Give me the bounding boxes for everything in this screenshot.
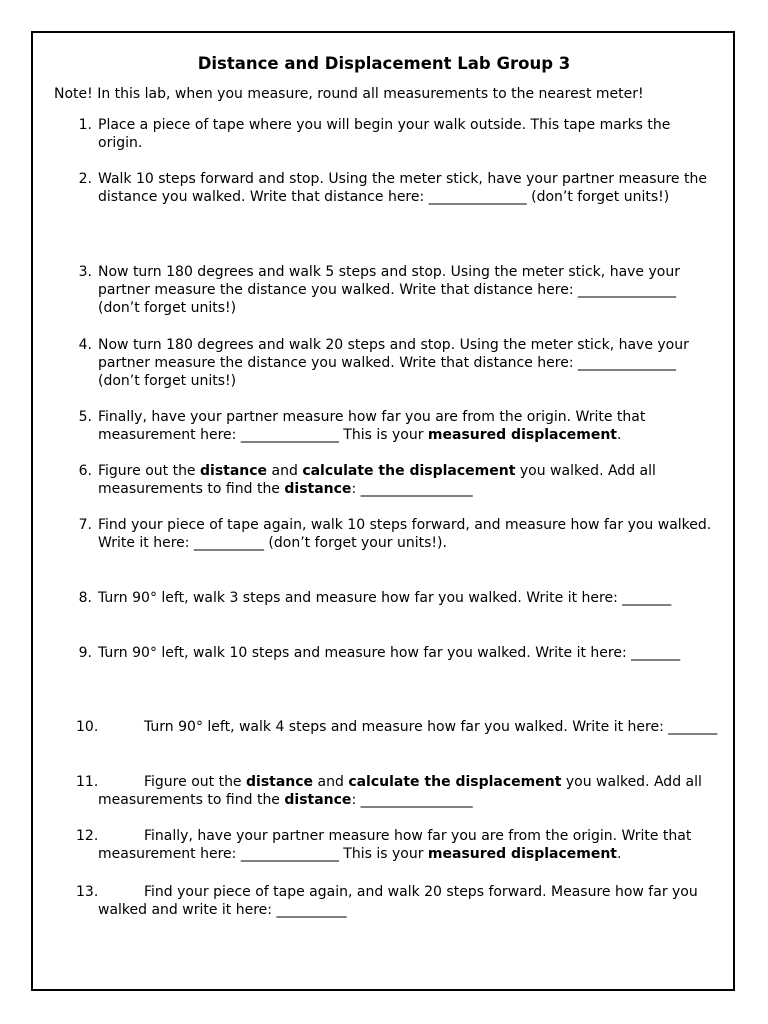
item-text: you walked. Add all measurements to find the [98, 774, 702, 808]
list-item [78, 462, 718, 498]
item-number: 9. [78, 645, 92, 661]
bold-term: distance [284, 481, 352, 497]
item-number: 5. [78, 409, 92, 425]
item-text: : ________________ [351, 792, 473, 808]
item-text: you walked. Add all measurements to find the [98, 463, 656, 497]
list-item [76, 718, 718, 736]
page-title: Distance and Displacement Lab Group 3 [197, 54, 571, 73]
item-text: Turn 90° left, walk 3 steps and measure how far you walked. Write it here: _______ [98, 590, 672, 606]
item-text: and [267, 463, 303, 479]
item-number: 2. [78, 171, 92, 187]
list-item [78, 116, 718, 152]
item-text: . [617, 427, 622, 443]
item-text: Figure out the [98, 463, 200, 479]
item-text: : ________________ [351, 481, 473, 497]
bold-term: calculate the displacement [302, 463, 516, 479]
list-item [78, 644, 718, 662]
list-item [76, 773, 718, 809]
item-number: 13. [76, 884, 99, 900]
item-text: Turn 90° left, walk 4 steps and measure how far you walked. Write it here: _______ [144, 719, 718, 735]
list-item [78, 336, 718, 390]
list-item [78, 263, 718, 317]
list-item [78, 408, 718, 444]
bold-term: calculate the displacement [348, 774, 562, 790]
bold-term: measured displacement [427, 427, 618, 443]
item-text: Place a piece of tape where you will begin your walk outside. This tape marks the origin. [98, 117, 671, 151]
item-text: and [313, 774, 349, 790]
item-text: Turn 90° left, walk 10 steps and measure how far you walked. Write it here: _______ [98, 645, 681, 661]
item-number: 12. [76, 828, 99, 844]
item-text: Now turn 180 degrees and walk 5 steps and stop. Using the meter stick, have your partner measure the distance you walked. Write that distance here: ______________ (don’t forget units!) [98, 264, 680, 316]
item-text: Finally, have your partner measure how far you are from the origin. Write that measurement here: ______________ This is your [98, 409, 646, 443]
item-number: 4. [78, 337, 92, 353]
item-number: 3. [78, 264, 92, 280]
item-text: Figure out the [144, 774, 246, 790]
item-number: 10. [76, 719, 99, 735]
item-number: 7. [78, 517, 92, 533]
item-text: Find your piece of tape again, and walk 20 steps forward. Measure how far you walked and write it here: __________ [98, 884, 698, 918]
list-item [76, 827, 718, 863]
item-text: Walk 10 steps forward and stop. Using the meter stick, have your partner measure the distance you walked. Write that distance here: ______________ (don’t forget units!) [98, 171, 707, 205]
bold-term: measured displacement [427, 846, 618, 862]
item-text: . [617, 846, 622, 862]
item-number: 11. [76, 774, 99, 790]
bold-term: distance [246, 774, 314, 790]
item-text: Now turn 180 degrees and walk 20 steps and stop. Using the meter stick, have your partner measure the distance you walked. Write that distance here: ______________ (don’t forget units!) [98, 337, 689, 389]
list-item [78, 589, 718, 607]
item-number: 1. [78, 117, 92, 133]
bold-term: distance [200, 463, 268, 479]
item-text: Find your piece of tape again, walk 10 steps forward, and measure how far you walked. Write it here: __________ (don’t forget your units!). [98, 517, 712, 551]
note-text: Note! In this lab, when you measure, round all measurements to the nearest meter! [54, 86, 644, 102]
list-item [76, 883, 718, 919]
item-number: 8. [78, 590, 92, 606]
list-item [78, 170, 718, 206]
item-number: 6. [78, 463, 92, 479]
item-text: Finally, have your partner measure how far you are from the origin. Write that measurement here: ______________ This is your [98, 828, 692, 862]
list-item [78, 516, 718, 552]
bold-term: distance [284, 792, 352, 808]
